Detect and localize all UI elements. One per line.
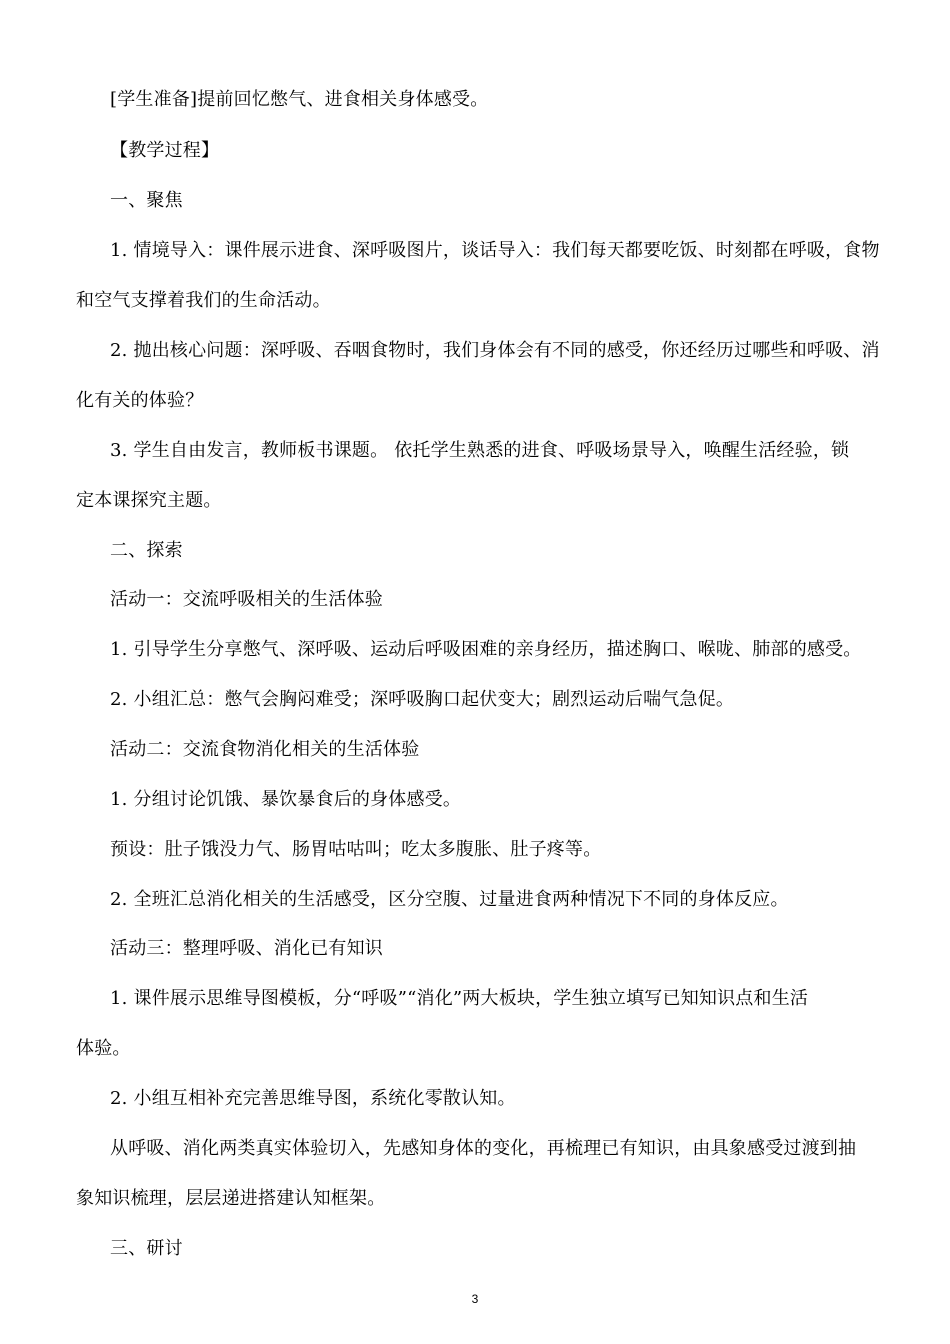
paragraph-line: 2. 小组互相补充完善思维导图，系统化零散认知。 [110,1088,516,1109]
paragraph-line: 1. 课件展示思维导图模板，分“呼吸”“消化”两大板块，学生独立填写已知知识点和生活 [110,988,809,1009]
paragraph-line: 化有关的体验？ [76,390,204,411]
student-preparation-line: [学生准备]提前回忆憋气、进食相关身体感受。 [110,89,489,110]
paragraph-line: 2. 抛出核心问题：深呼吸、吞咽食物时，我们身体会有不同的感受，你还经历过哪些和呼吸、消 [110,340,880,361]
section-focus-heading: 一、聚焦 [110,190,183,211]
section-discussion-heading: 三、研讨 [110,1238,183,1259]
paragraph-line: 体验。 [76,1038,131,1059]
activity-three-heading: 活动三：整理呼吸、消化已有知识 [110,938,383,959]
page-number: 3 [471,1292,479,1306]
activity-two-heading: 活动二：交流食物消化相关的生活体验 [110,739,420,760]
paragraph-line: 预设：肚子饿没力气、肠胃咕咕叫；吃太多腹胀、肚子疼等。 [110,839,602,860]
section-explore-heading: 二、探索 [110,540,183,561]
paragraph-line: 2. 小组汇总：憋气会胸闷难受；深呼吸胸口起伏变大；剧烈运动后喘气急促。 [110,689,735,710]
paragraph-line: 定本课探究主题。 [76,490,222,511]
paragraph-line: 1. 情境导入：课件展示进食、深呼吸图片，谈话导入：我们每天都要吃饭、时刻都在呼吸，食物 [110,240,880,261]
teaching-process-heading: 【教学过程】 [110,140,220,161]
paragraph-line: 从呼吸、消化两类真实体验切入，先感知身体的变化，再梳理已有知识，由具象感受过渡到抽 [110,1138,857,1159]
paragraph-line: 1. 分组讨论饥饿、暴饮暴食后的身体感受。 [110,789,462,810]
paragraph-line: 1. 引导学生分享憋气、深呼吸、运动后呼吸困难的亲身经历，描述胸口、喉咙、肺部的感受。 [110,639,862,660]
activity-one-heading: 活动一：交流呼吸相关的生活体验 [110,589,383,610]
paragraph-line: 和空气支撑着我们的生命活动。 [76,290,331,311]
paragraph-line: 2. 全班汇总消化相关的生活感受，区分空腹、过量进食两种情况下不同的身体反应。 [110,889,789,910]
paragraph-line: 3. 学生自由发言，教师板书课题。 依托学生熟悉的进食、呼吸场景导入，唤醒生活经验，锁 [110,440,850,461]
paragraph-line: 象知识梳理，层层递进搭建认知框架。 [76,1188,386,1209]
